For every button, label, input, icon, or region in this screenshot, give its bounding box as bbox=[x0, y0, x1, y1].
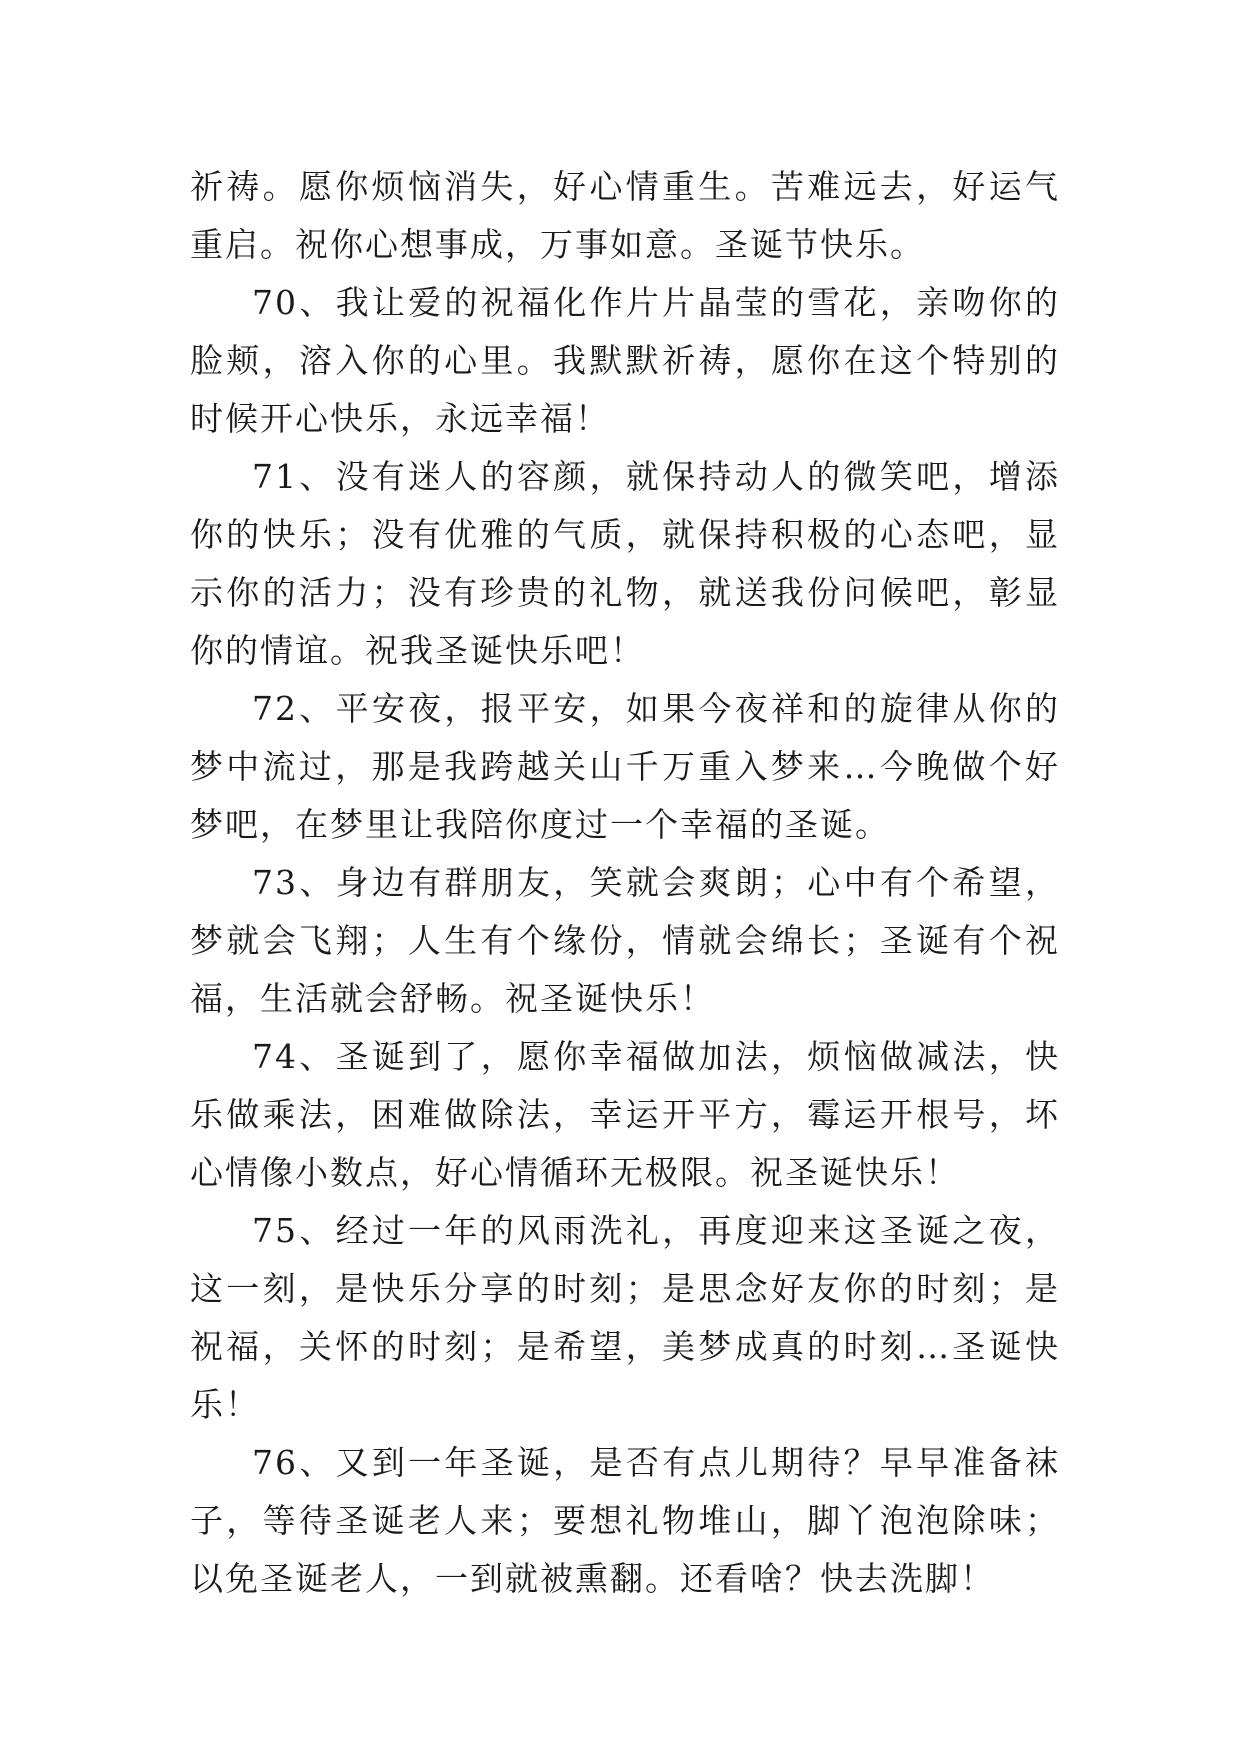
paragraph-71: 71、没有迷人的容颜，就保持动人的微笑吧，增添你的快乐；没有优雅的气质，就保持积极的心态吧，显示你的活力；没有珍贵的礼物，就送我份问候吧，彰显你的情谊。祝我圣诞快乐吧！ bbox=[190, 457, 1060, 670]
paragraph-75: 75、经过一年的风雨洗礼，再度迎来这圣诞之夜，这一刻，是快乐分享的时刻；是思念好友你的时刻；是祝福，关怀的时刻；是希望，美梦成真的时刻…圣诞快乐！ bbox=[190, 1211, 1060, 1424]
paragraph-76: 76、又到一年圣诞，是否有点儿期待？早早准备袜子，等待圣诞老人来；要想礼物堆山，脚丫泡泡除味；以免圣诞老人，一到就被熏翻。还看啥？快去洗脚！ bbox=[190, 1443, 1060, 1598]
paragraph-72: 72、平安夜，报平安，如果今夜祥和的旋律从你的梦中流过，那是我跨越关山千万重入梦来…今晚做个好梦吧，在梦里让我陪你度过一个幸福的圣诞。 bbox=[190, 689, 1060, 844]
document-body bbox=[190, 158, 1060, 1608]
paragraph-74: 74、圣诞到了，愿你幸福做加法，烦恼做减法，快乐做乘法，困难做除法，幸运开平方，霉运开根号，坏心情像小数点，好心情循环无极限。祝圣诞快乐！ bbox=[190, 1037, 1060, 1192]
paragraph-continuation: 祈祷。愿你烦恼消失，好心情重生。苦难远去，好运气重启。祝你心想事成，万事如意。圣诞节快乐。 bbox=[190, 167, 1060, 264]
paragraph-70: 70、我让爱的祝福化作片片晶莹的雪花，亲吻你的脸颊，溶入你的心里。我默默祈祷，愿你在这个特别的时候开心快乐，永远幸福！ bbox=[190, 283, 1060, 438]
paragraph-73: 73、身边有群朋友，笑就会爽朗；心中有个希望，梦就会飞翔；人生有个缘份，情就会绵长；圣诞有个祝福，生活就会舒畅。祝圣诞快乐！ bbox=[190, 863, 1060, 1018]
